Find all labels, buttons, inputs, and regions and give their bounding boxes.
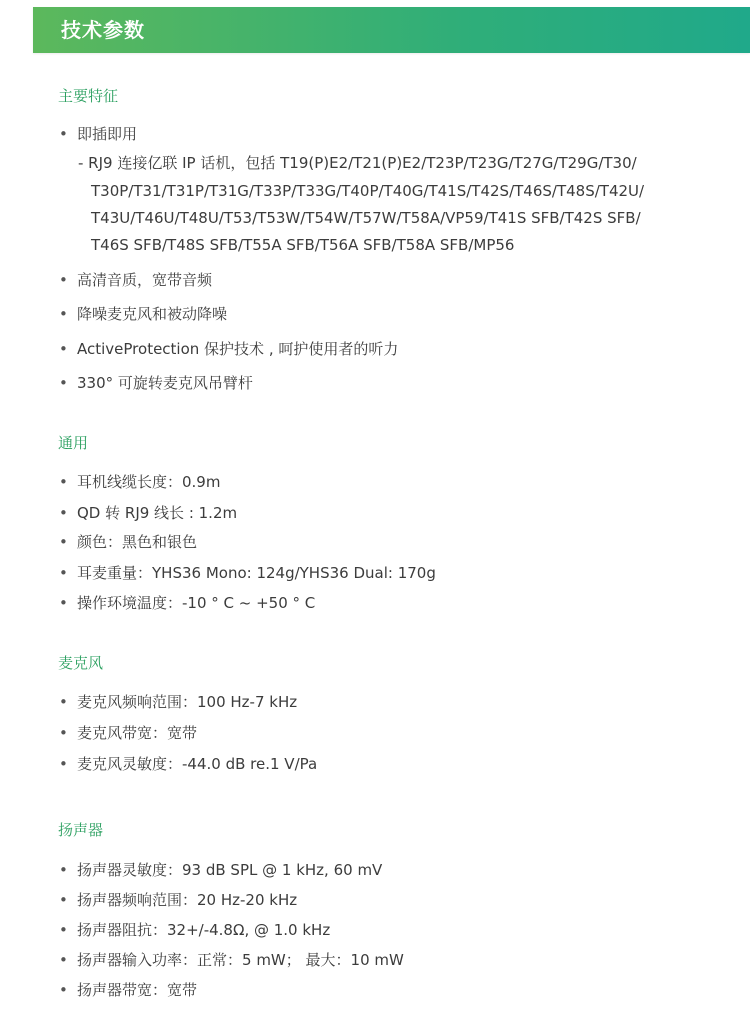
section-title-speaker: 扬声器 — [58, 821, 104, 839]
header-banner — [33, 7, 750, 53]
section-title-microphone: 麦克风 — [58, 654, 104, 672]
bullet-icon: • — [59, 473, 68, 491]
bullet-icon: • — [59, 504, 68, 522]
section-title-features: 主要特征 — [58, 87, 119, 105]
compat-line: T30P/T31/T31P/T31G/T33P/T33G/T40P/T40G/T41S/T42S/T46S/T48S/T42U/ — [91, 182, 645, 200]
page-title: 技术参数 — [61, 18, 145, 42]
bullet-icon: • — [59, 340, 68, 358]
bullet-icon: • — [59, 271, 68, 289]
list-item: • 麦克风灵敏度：-44.0 dB re.1 V/Pa — [59, 755, 318, 773]
list-item: • 耳麦重量：YHS36 Mono: 124g/YHS36 Dual: 170g — [59, 564, 436, 582]
bullet-icon: • — [59, 305, 68, 323]
list-item: • QD 转 RJ9 线长 : 1.2m — [59, 504, 238, 522]
list-item: • 麦克风频响范围：100 Hz-7 kHz — [59, 693, 298, 711]
list-item: • 扬声器输入功率：正常：5 mW； 最大：10 mW — [59, 951, 404, 969]
bullet-icon: • — [59, 594, 68, 612]
list-item: • 操作环境温度：-10 ° C ~ +50 ° C — [59, 594, 316, 612]
bullet-icon: • — [59, 861, 68, 879]
list-item: • 330° 可旋转麦克风吊臂杆 — [59, 374, 253, 392]
list-item: • 扬声器带宽：宽带 — [59, 981, 198, 999]
bullet-icon: • — [59, 693, 68, 711]
bullet-icon: • — [59, 564, 68, 582]
bullet-icon: • — [59, 891, 68, 909]
bullet-icon: • — [59, 533, 68, 551]
list-item: • 扬声器灵敏度：93 dB SPL @ 1 kHz, 60 mV — [59, 861, 383, 879]
bullet-icon: • — [59, 374, 68, 392]
bullet-icon: • — [59, 951, 68, 969]
bullet-icon: • — [59, 921, 68, 939]
list-item: • 降噪麦克风和被动降噪 — [59, 305, 228, 323]
compat-line: T46S SFB/T48S SFB/T55A SFB/T56A SFB/T58A SFB/MP56 — [91, 236, 515, 254]
list-item: • 即插即用 — [59, 125, 138, 143]
list-item: • ActiveProtection 保护技术 , 呵护使用者的听力 — [59, 340, 399, 358]
bullet-icon: • — [59, 125, 68, 143]
list-item: • 麦克风带宽：宽带 — [59, 724, 198, 742]
list-item: • 高清音质，宽带音频 — [59, 271, 213, 289]
bullet-icon: • — [59, 755, 68, 773]
list-item: • 颜色：黑色和银色 — [59, 533, 198, 551]
list-item: • 耳机线缆长度：0.9m — [59, 473, 221, 491]
list-item: • 扬声器阻抗：32+/-4.8Ω, @ 1.0 kHz — [59, 921, 331, 939]
bullet-icon: • — [59, 981, 68, 999]
compat-line: - RJ9 连接亿联 IP 话机，包括 T19(P)E2/T21(P)E2/T23P/T23G/T27G/T29G/T30/ — [78, 154, 637, 172]
list-item: • 扬声器频响范围：20 Hz-20 kHz — [59, 891, 298, 909]
compat-line: T43U/T46U/T48U/T53/T53W/T54W/T57W/T58A/VP59/T41S SFB/T42S SFB/ — [91, 209, 641, 227]
section-title-general: 通用 — [58, 434, 89, 452]
bullet-icon: • — [59, 724, 68, 742]
